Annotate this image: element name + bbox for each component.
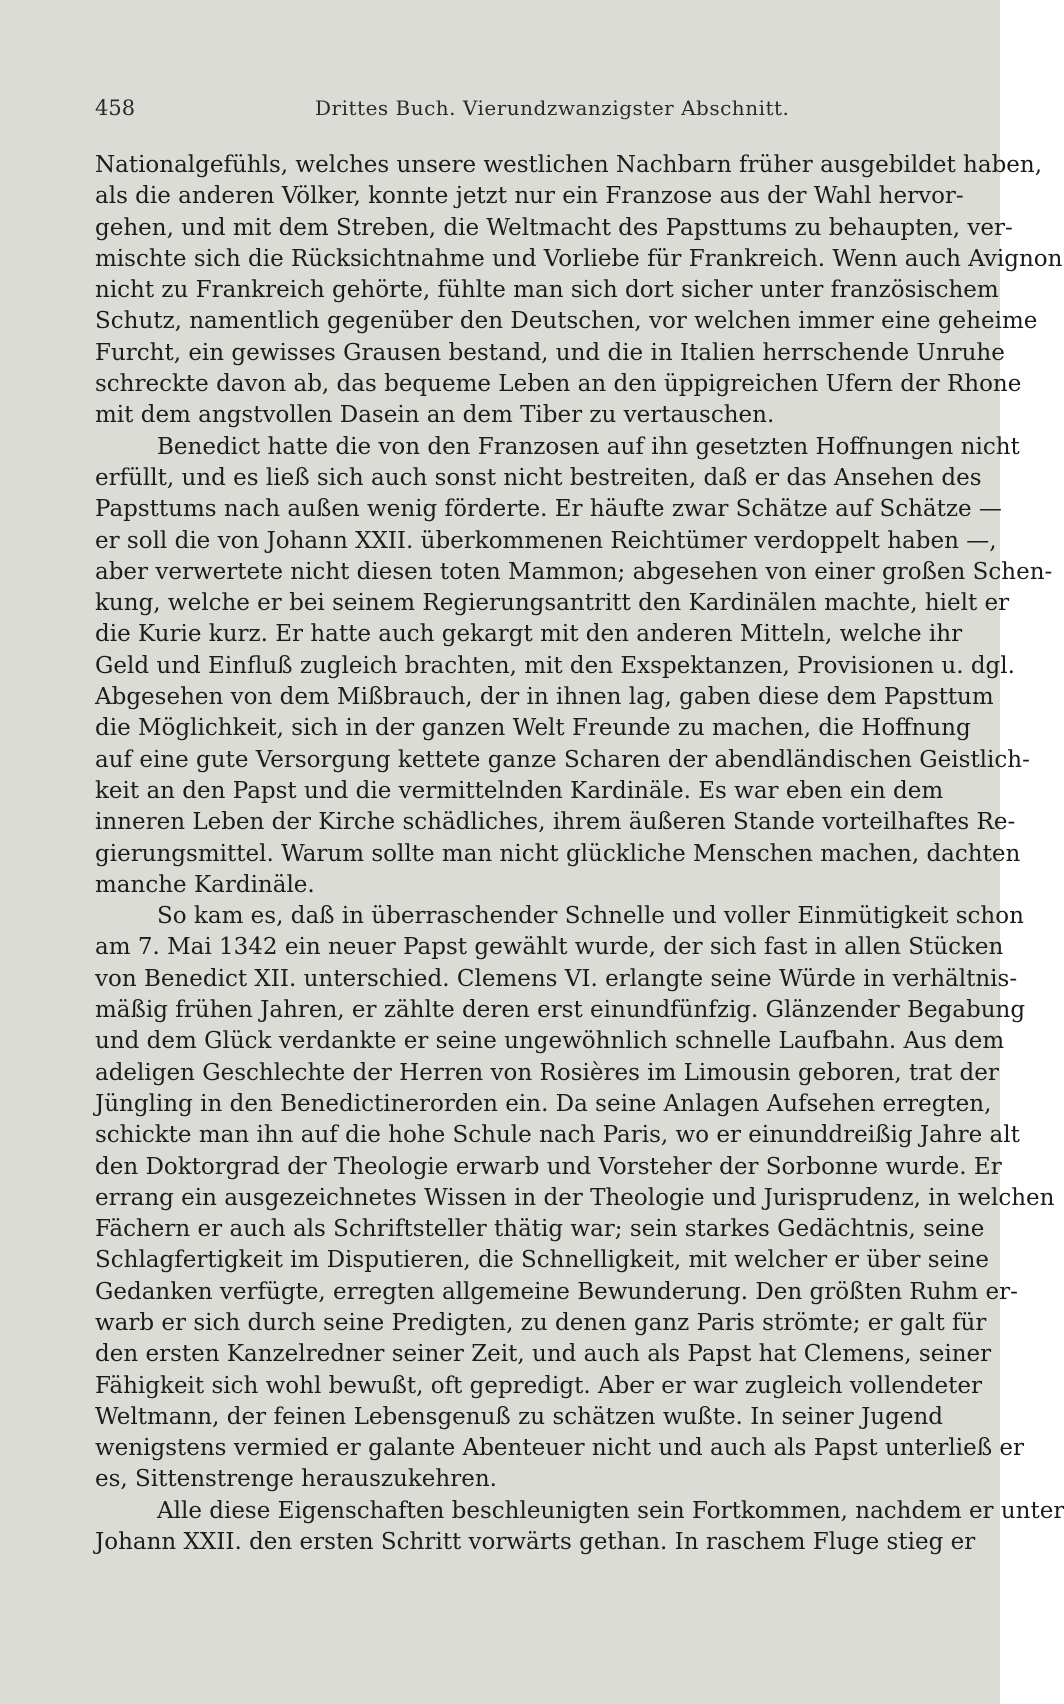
text-line: Fähigkeit sich wohl bewußt, oft gepredigt. Aber er war zugleich vollendeter: [95, 1372, 982, 1399]
text-line: Jüngling in den Benedictinerorden ein. Da seine Anlagen Aufsehen erregten,: [95, 1090, 992, 1117]
text-line: inneren Leben der Kirche schädliches, ihrem äußeren Stande vorteilhaftes Re-: [95, 809, 1016, 836]
text-line: errang ein ausgezeichnetes Wissen in der Theologie und Jurisprudenz, in welchen: [95, 1184, 1055, 1211]
text-line: Fächern er auch als Schriftsteller thätig war; sein starkes Gedächtnis, seine: [95, 1216, 985, 1243]
text-line: warb er sich durch seine Predigten, zu denen ganz Paris strömte; er galt für: [95, 1309, 987, 1336]
text-line: und dem Glück verdankte er seine ungewöhnlich schnelle Laufbahn. Aus dem: [95, 1028, 1005, 1055]
text-line: aber verwertete nicht diesen toten Mammon; abgesehen von einer großen Schen-: [95, 558, 1053, 585]
paragraph: [95, 150, 1063, 432]
text-line: kung, welche er bei seinem Regierungsantritt den Kardinälen machte, hielt er: [95, 590, 1010, 617]
text-line: Abgesehen von dem Mißbrauch, der in ihnen lag, gaben diese dem Papsttum: [95, 684, 994, 711]
text-line: Johann XXII. den ersten Schritt vorwärts gethan. In raschem Fluge stieg er: [95, 1529, 976, 1556]
paragraph: [95, 901, 1055, 1496]
page-header: [95, 96, 945, 126]
text-line: auf eine gute Versorgung kettete ganze Scharen der abendländischen Geistlich-: [95, 746, 1030, 773]
text-line: es, Sittenstrenge herauszukehren.: [95, 1466, 497, 1493]
text-line: die Möglichkeit, sich in der ganzen Welt Freunde zu machen, die Hoffnung: [95, 715, 971, 742]
text-line: erfüllt, und es ließ sich auch sonst nicht bestreiten, daß er das Ansehen des: [95, 464, 982, 491]
text-line: den ersten Kanzelredner seiner Zeit, und auch als Papst hat Clemens, seiner: [95, 1341, 992, 1368]
running-head: Drittes Buch. Vierundzwanzigster Abschnitt.: [315, 96, 790, 120]
text-line: gehen, und mit dem Streben, die Weltmacht des Papsttums zu behaupten, ver-: [95, 214, 1013, 241]
text-line: den Doktorgrad der Theologie erwarb und Vorsteher der Sorbonne wurde. Er: [95, 1153, 1002, 1180]
text-line: nicht zu Frankreich gehörte, fühlte man sich dort sicher unter französischem: [95, 277, 999, 304]
text-line: schreckte davon ab, das bequeme Leben an den üppigreichen Ufern der Rhone: [95, 371, 1022, 398]
text-line: Gedanken verfügte, erregten allgemeine Bewunderung. Den größten Ruhm er-: [95, 1278, 1018, 1305]
text-line: gierungsmittel. Warum sollte man nicht glückliche Menschen machen, dachten: [95, 840, 1021, 867]
paragraph: [95, 432, 1053, 901]
text-line: mischte sich die Rücksichtnahme und Vorliebe für Frankreich. Wenn auch Avignon: [95, 245, 1063, 272]
text-line: mit dem angstvollen Dasein an dem Tiber zu vertauschen.: [95, 402, 775, 429]
text-line: keit an den Papst und die vermittelnden Kardinäle. Es war eben ein dem: [95, 777, 944, 804]
text-line: Papsttums nach außen wenig förderte. Er häufte zwar Schätze auf Schätze —: [95, 496, 1002, 523]
text-line: als die anderen Völker, konnte jetzt nur ein Franzose aus der Wahl hervor-: [95, 183, 964, 210]
body-text: [95, 150, 1064, 1558]
text-line: Nationalgefühls, welches unsere westlichen Nachbarn früher ausgebildet haben,: [95, 152, 1043, 178]
text-line: So kam es, daß in überraschender Schnelle und voller Einmütigkeit schon: [157, 903, 1024, 930]
text-line: von Benedict XII. unterschied. Clemens VI. erlangte seine Würde in verhältnis-: [95, 965, 1018, 992]
text-line: am 7. Mai 1342 ein neuer Papst gewählt wurde, der sich fast in allen Stücken: [95, 934, 1004, 961]
text-line: adeligen Geschlechte der Herren von Rosières im Limousin geboren, trat der: [95, 1059, 999, 1086]
text-line: wenigstens vermied er galante Abenteuer nicht und auch als Papst unterließ er: [95, 1435, 1025, 1462]
text-line: schickte man ihn auf die hohe Schule nach Paris, wo er einunddreißig Jahre alt: [95, 1122, 1020, 1149]
text-line: Schlagfertigkeit im Disputieren, die Schnelligkeit, mit welcher er über seine: [95, 1247, 989, 1274]
text-line: mäßig frühen Jahren, er zählte deren erst einundfünfzig. Glänzender Begabung: [95, 997, 1026, 1024]
page-number: 458: [95, 96, 136, 120]
paragraph: [95, 1496, 1064, 1559]
text-line: manche Kardinäle.: [95, 871, 315, 898]
text-line: Alle diese Eigenschaften beschleunigten sein Fortkommen, nachdem er unter: [157, 1497, 1064, 1524]
text-line: er soll die von Johann XXII. überkommenen Reichtümer verdoppelt haben —,: [95, 527, 997, 554]
text-line: Geld und Einfluß zugleich brachten, mit den Exspektanzen, Provisionen u. dgl.: [95, 652, 1015, 679]
text-line: Benedict hatte die von den Franzosen auf ihn gesetzten Hoffnungen nicht: [157, 433, 1020, 460]
text-line: Schutz, namentlich gegenüber den Deutschen, vor welchen immer eine geheime: [95, 308, 1038, 335]
text-line: Furcht, ein gewisses Grausen bestand, und die in Italien herrschende Unruhe: [95, 339, 1005, 366]
text-line: Weltmann, der feinen Lebensgenuß zu schätzen wußte. In seiner Jugend: [95, 1403, 943, 1430]
text-line: die Kurie kurz. Er hatte auch gekargt mit den anderen Mitteln, welche ihr: [95, 621, 963, 648]
